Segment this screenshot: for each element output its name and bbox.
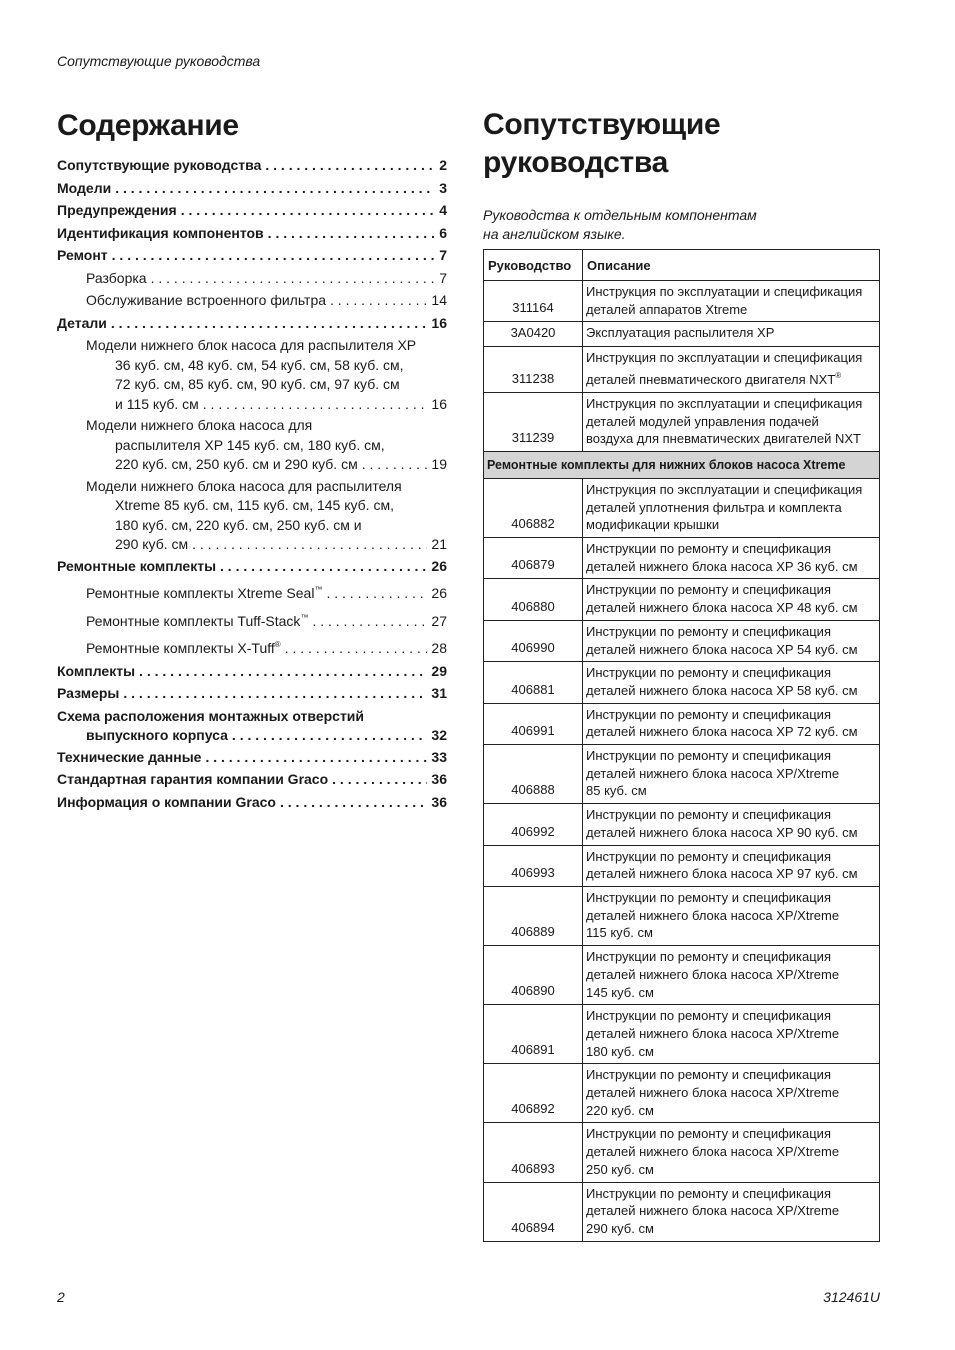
- description-line: Инструкция по эксплуатации и спецификация: [586, 395, 863, 411]
- toc-entry-line: 290 куб. см: [115, 536, 189, 552]
- manual-number: 406882: [484, 478, 583, 537]
- toc-entry-title: Размеры: [57, 685, 120, 701]
- toc-entry-page: 16: [431, 395, 447, 412]
- manual-number: 311238: [484, 347, 583, 392]
- trademark-mark: ™: [300, 612, 309, 622]
- toc-entry-title: Детали: [57, 314, 107, 331]
- description-line: деталей нижнего блока насоса XP 97 куб. см: [586, 866, 858, 882]
- page-number: 2: [57, 1289, 65, 1305]
- manual-description: [583, 804, 880, 845]
- toc-entry-title: Стандартная гарантия компании Graco: [57, 771, 329, 787]
- toc-entry-line: 36 куб. см, 48 куб. см, 54 куб. см, 58 куб. см,: [115, 356, 404, 373]
- toc-entry[interactable]: [57, 314, 447, 334]
- toc-entry-line: Модели нижнего блока насоса для: [86, 417, 313, 433]
- toc-entry-page: 26: [431, 557, 447, 574]
- toc-entry-page: 6: [439, 224, 447, 241]
- toc-entry-line: Модели нижнего блок насоса для распылителя XP: [86, 337, 417, 353]
- toc-entry-page: 27: [431, 612, 447, 629]
- manual-number: 406992: [484, 804, 583, 845]
- table-header-row: [484, 250, 880, 281]
- table-row: [484, 392, 880, 451]
- toc-entry-line: Схема расположения монтажных отверстий: [57, 707, 365, 724]
- description-line: деталей нижнего блока насоса XP/Xtreme: [586, 966, 840, 982]
- manual-number: 406888: [484, 745, 583, 804]
- table-section-row: [484, 451, 880, 478]
- description-line: деталей нижнего блока насоса XP/Xtreme: [586, 1085, 840, 1101]
- description-line: 290 куб. см: [586, 1220, 654, 1236]
- document-number: 312461U: [823, 1289, 880, 1305]
- toc-subentry[interactable]: [57, 269, 447, 289]
- toc-entry-page: 28: [431, 640, 447, 656]
- table-row: [484, 946, 880, 1005]
- table-row: [484, 1064, 880, 1123]
- manuals-table: [483, 249, 880, 1242]
- toc-entry-page: 7: [439, 269, 447, 286]
- toc-subentry[interactable]: [57, 291, 447, 311]
- manual-description: [583, 392, 880, 451]
- toc-entry-line: и 115 куб. см: [115, 395, 199, 412]
- table-row: [484, 620, 880, 661]
- description-line: Инструкции по ремонту и спецификация: [586, 848, 831, 864]
- description-line: Инструкции по ремонту и спецификация: [586, 889, 831, 905]
- description-line: Инструкции по ремонту и спецификация: [586, 748, 831, 764]
- manual-number: 406880: [484, 579, 583, 620]
- description-line: Инструкция по эксплуатации и спецификация: [586, 284, 863, 299]
- toc-entry-page: 3: [439, 179, 447, 196]
- manual-description: [583, 478, 880, 537]
- trademark-mark: ™: [314, 585, 323, 594]
- table-row: [484, 281, 880, 322]
- description-line: Инструкции по ремонту и спецификация: [586, 949, 831, 965]
- toc-entry-page: 36: [431, 793, 447, 810]
- toc-entry-title: Ремонтные комплекты Tuff-Stack™: [86, 612, 309, 629]
- table-row: [484, 662, 880, 703]
- description-line: 220 куб. см: [586, 1102, 654, 1118]
- running-header: Сопутствующие руководства: [57, 53, 261, 69]
- description-line: 115 куб. см: [586, 925, 653, 941]
- description-line: Инструкции по ремонту и спецификация: [586, 706, 831, 722]
- manual-description: [583, 538, 880, 579]
- description-line: деталей нижнего блока насоса XP 54 куб. см: [586, 641, 858, 657]
- toc-entry-page: 19: [431, 456, 447, 472]
- toc-entry-page: 32: [431, 727, 447, 743]
- toc-entry-line: Xtreme 85 куб. см, 115 куб. см, 145 куб. см,: [115, 497, 394, 513]
- toc-entry[interactable]: [57, 246, 447, 266]
- description-line: Инструкция по эксплуатации и спецификация: [586, 481, 863, 497]
- toc-entry-title: Технические данные: [57, 748, 202, 765]
- toc-subentry[interactable]: [57, 635, 447, 659]
- toc-entry-title: Предупреждения: [57, 202, 177, 218]
- toc-entry[interactable]: [57, 557, 447, 577]
- toc-entry[interactable]: [57, 748, 447, 768]
- table-row: [484, 1005, 880, 1064]
- manual-number: 406892: [484, 1064, 583, 1123]
- description-line: Инструкции по ремонту и спецификация: [586, 1008, 831, 1024]
- description-line: 250 куб. см: [586, 1161, 654, 1177]
- description-line: деталей модулей управления подачей: [586, 413, 819, 429]
- toc-subentry[interactable]: [57, 416, 447, 475]
- description-line: деталей нижнего блока насоса XP/Xtreme: [586, 1203, 840, 1219]
- description-line: Инструкции по ремонту и спецификация: [586, 1185, 831, 1201]
- toc-entry[interactable]: [57, 662, 447, 682]
- toc-entry-page: 26: [431, 585, 447, 601]
- table-row: [484, 703, 880, 744]
- description-line: воздуха для пневматических двигателей NXT: [586, 431, 861, 447]
- toc-entry[interactable]: [57, 201, 447, 221]
- description-line: деталей нижнего блока насоса XP/Xtreme: [586, 765, 840, 781]
- manual-description: [583, 662, 880, 703]
- description-line: деталей нижнего блока насоса XP/Xtreme: [586, 907, 840, 923]
- description-line: деталей нижнего блока насоса XP 48 куб. см: [586, 600, 858, 616]
- toc-entry-line: выпускного корпуса: [86, 727, 228, 743]
- description-line: Инструкции по ремонту и спецификация: [586, 582, 831, 598]
- toc-list: [57, 156, 447, 812]
- toc-entry-title: Сопутствующие руководства: [57, 157, 262, 173]
- description-line: Инструкции по ремонту и спецификация: [586, 1126, 831, 1142]
- toc-entry[interactable]: [57, 707, 447, 746]
- table-row: [484, 478, 880, 537]
- manual-description: [583, 620, 880, 661]
- toc-entry-title: Модели: [57, 179, 112, 196]
- registered-mark: ®: [835, 371, 842, 381]
- manual-number: 406889: [484, 886, 583, 945]
- manual-number: 3A0420: [484, 322, 583, 347]
- toc-entry-title: Информация о компании Graco: [57, 793, 276, 810]
- manual-description: [583, 946, 880, 1005]
- toc-entry-title: Ремонтные комплекты Xtreme Seal™: [86, 585, 323, 601]
- toc-subentry[interactable]: [57, 336, 447, 414]
- description-line: деталей нижнего блока насоса XP 36 куб. см: [586, 558, 858, 574]
- toc-subentry[interactable]: [57, 477, 447, 555]
- table-row: [484, 322, 880, 347]
- manual-number: 311239: [484, 392, 583, 451]
- table-row: [484, 745, 880, 804]
- manual-description: [583, 1182, 880, 1241]
- description-line: Инструкции по ремонту и спецификация: [586, 541, 831, 557]
- toc-entry-page: 14: [431, 292, 447, 308]
- toc-entry[interactable]: [57, 224, 447, 244]
- toc-entry-title: Комплекты: [57, 662, 136, 679]
- toc-entry-title: Ремонт: [57, 247, 108, 263]
- description-line: деталей нижнего блока насоса XP 58 куб. см: [586, 682, 858, 698]
- table-row: [484, 538, 880, 579]
- related-manuals-section: [483, 106, 880, 1242]
- toc-entry-title: Идентификация компонентов: [57, 224, 264, 241]
- toc-entry-page: 36: [431, 771, 447, 787]
- section-title: Сопутствующие руководства: [483, 108, 721, 179]
- toc-entry-line: Модели нижнего блока насоса для распылителя: [86, 477, 402, 494]
- toc-entry-title: Разборка: [86, 269, 147, 286]
- description-line: 85 куб. см: [586, 783, 647, 799]
- description-line: Инструкции по ремонту и спецификация: [586, 665, 831, 681]
- toc-entry-line: 220 куб. см, 250 куб. см и 290 куб. см: [115, 456, 358, 472]
- manual-description: [583, 281, 880, 322]
- manual-description: [583, 347, 880, 392]
- manual-number: 406990: [484, 620, 583, 661]
- toc-entry[interactable]: [57, 770, 447, 790]
- manual-description: [583, 703, 880, 744]
- manual-description: [583, 1123, 880, 1182]
- toc-entry-page: 7: [439, 247, 447, 263]
- description-line: деталей пневматического двигателя NXT: [586, 372, 836, 388]
- toc-entry-line: 72 куб. см, 85 куб. см, 90 куб. см, 97 куб. см: [115, 376, 400, 392]
- description-line: деталей нижнего блока насоса XP/Xtreme: [586, 1025, 840, 1041]
- table-of-contents: [57, 106, 447, 815]
- table-row: [484, 845, 880, 886]
- manual-number: 406890: [484, 946, 583, 1005]
- description-line: деталей нижнего блока насоса XP 90 куб. см: [586, 824, 858, 840]
- manual-number: 406881: [484, 662, 583, 703]
- manual-description: [583, 1005, 880, 1064]
- manual-description: [583, 745, 880, 804]
- description-line: Инструкции по ремонту и спецификация: [586, 807, 831, 823]
- table-row: [484, 1123, 880, 1182]
- manual-description: [583, 579, 880, 620]
- toc-title: Содержание: [57, 109, 239, 142]
- manual-number: 406993: [484, 845, 583, 886]
- table-row: [484, 804, 880, 845]
- toc-entry-page: 4: [439, 202, 447, 218]
- toc-entry-page: 21: [431, 536, 447, 552]
- section-intro: Руководства к отдельным компонентам на английском языке.: [483, 207, 757, 242]
- toc-entry[interactable]: [57, 156, 447, 176]
- table-row: [484, 1182, 880, 1241]
- toc-entry-line: распылителя XP 145 куб. см, 180 куб. см,: [115, 436, 385, 453]
- toc-entry[interactable]: [57, 179, 447, 199]
- description-line: деталей аппаратов Xtreme: [586, 301, 748, 317]
- toc-entry-line: 180 куб. см, 220 куб. см, 250 куб. см и: [115, 516, 362, 533]
- manual-number: 311164: [484, 281, 583, 322]
- toc-entry-title: Обслуживание встроенного фильтра: [86, 292, 327, 308]
- description-line: деталей нижнего блока насоса XP 72 куб. см: [586, 724, 858, 740]
- description-line: Инструкции по ремонту и спецификация: [586, 623, 831, 639]
- toc-entry[interactable]: [57, 684, 447, 704]
- table-row: [484, 886, 880, 945]
- toc-entry-page: 33: [431, 748, 447, 765]
- table-row: [484, 347, 880, 392]
- toc-entry-page: 16: [431, 314, 447, 331]
- toc-entry-page: 2: [439, 157, 447, 173]
- description-line: модификации крышки: [586, 517, 720, 533]
- description-line: 145 куб. см: [586, 984, 654, 1000]
- description-line: деталей уплотнения фильтра и комплекта: [586, 499, 842, 515]
- column-header-manual: Руководство: [484, 250, 583, 281]
- toc-subentry[interactable]: [57, 608, 447, 632]
- manual-number: 406891: [484, 1005, 583, 1064]
- toc-entry[interactable]: [57, 793, 447, 813]
- column-header-description: Описание: [583, 250, 880, 281]
- description-line: Инструкция по эксплуатации и спецификация: [586, 350, 863, 366]
- toc-entry-page: 31: [431, 685, 447, 701]
- description-line: 180 куб. см: [586, 1043, 654, 1059]
- manual-description: [583, 1064, 880, 1123]
- manual-number: 406991: [484, 703, 583, 744]
- description-line: Эксплуатация распылителя XP: [586, 325, 775, 341]
- manual-number: 406894: [484, 1182, 583, 1241]
- toc-subentry[interactable]: [57, 580, 447, 604]
- toc-entry-title: Ремонтные комплекты: [57, 557, 217, 574]
- toc-entry-title: Ремонтные комплекты X-Tuff®: [86, 640, 281, 656]
- manual-description: [583, 322, 880, 347]
- section-heading: Ремонтные комплекты для нижних блоков насоса Xtreme: [484, 451, 880, 478]
- toc-entry-page: 29: [431, 662, 447, 679]
- manual-description: [583, 886, 880, 945]
- manual-number: 406879: [484, 538, 583, 579]
- manual-number: 406893: [484, 1123, 583, 1182]
- registered-mark: ®: [274, 640, 281, 649]
- description-line: Инструкции по ремонту и спецификация: [586, 1067, 831, 1083]
- table-row: [484, 579, 880, 620]
- description-line: деталей нижнего блока насоса XP/Xtreme: [586, 1144, 840, 1160]
- manual-description: [583, 845, 880, 886]
